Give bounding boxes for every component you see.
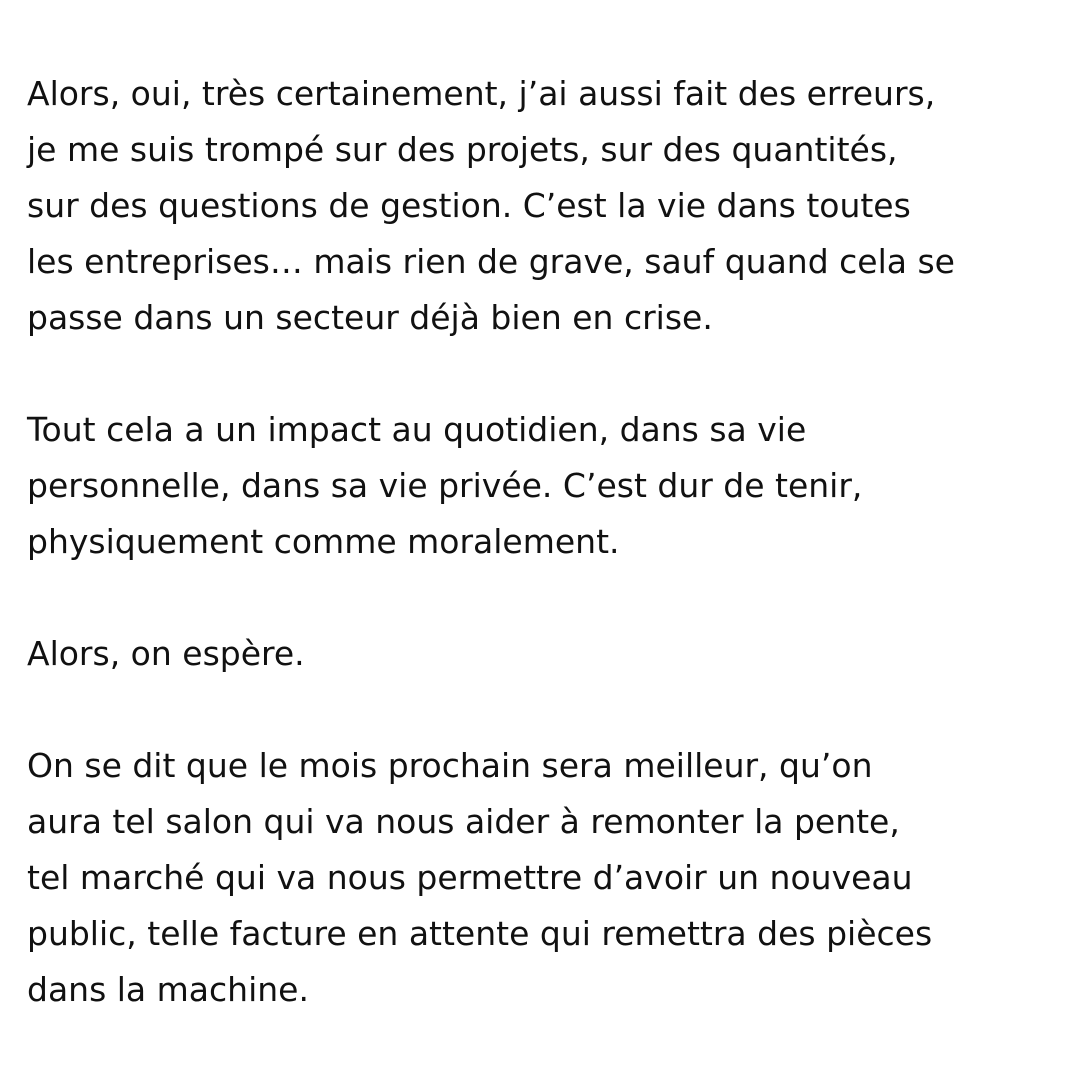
paragraph-line: Alors, oui, très certainement, j’ai aussi fait des erreurs, [27,74,936,113]
paragraph-line: aura tel salon qui va nous aider à remonter la pente, [27,802,900,841]
paragraph-line: je me suis trompé sur des projets, sur des quantités, [27,130,898,169]
paragraph-line: On se dit que le mois prochain sera meilleur, qu’on [27,746,873,785]
paragraph-3 [27,626,1067,682]
paragraph-line: tel marché qui va nous permettre d’avoir un nouveau [27,858,913,897]
paragraph-1 [27,66,1067,346]
paragraph-line: public, telle facture en attente qui remettra des pièces [27,914,933,953]
paragraph-line: personnelle, dans sa vie privée. C’est dur de tenir, [27,466,863,505]
paragraph-4 [27,738,1067,1018]
paragraph-line: passe dans un secteur déjà bien en crise. [27,298,713,337]
paragraph-line: Tout cela a un impact au quotidien, dans sa vie [27,410,807,449]
paragraph-line: sur des questions de gestion. C’est la vie dans toutes [27,186,911,225]
paragraph-line: physiquement comme moralement. [27,522,620,561]
paragraph-line: dans la machine. [27,970,309,1009]
paragraph-line: Alors, on espère. [27,634,305,673]
paragraph-line: les entreprises… mais rien de grave, sauf quand cela se [27,242,955,281]
paragraph-2 [27,402,1067,570]
